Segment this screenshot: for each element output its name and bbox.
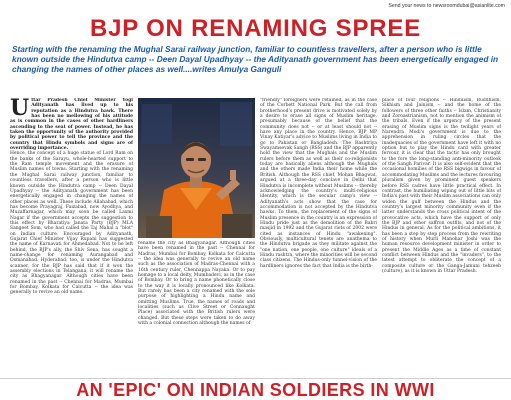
article-photo bbox=[138, 98, 255, 238]
section-divider bbox=[0, 378, 511, 379]
send-news-text[interactable]: Send your news to newsroomdubai@asianlite.com bbox=[388, 3, 505, 9]
article-lede: ttar Pradesh Chief Minister Yogi Adityanath has lived up to his reputation as a Hindutva hawk. There has been no mellowing of his attitude as is common in the cases of other hardliners ascending to the seat of power. Instead, he has taken the opportunity of the authority provided by political power to tell the province and the country that Hindu symbols and signs are of overriding importance. bbox=[10, 98, 133, 152]
article-body bbox=[10, 98, 501, 374]
page-title: BJP ON RENAMING SPREE bbox=[89, 15, 422, 42]
portrait-photo-icon bbox=[138, 98, 255, 238]
column-2-text: rename the city as Bhagyanagar. Although cities have been renamed in the past -- Chennai for Madras, Mumbai for Bombay, Kolkata for Calcutta -- the idea was generally to revive an old name such as the association of Madras-Chennai with a 16th century ruler, Chennappa Nayaka. Or to pay homage to a local deity, Mumbadevi, as in the case of Bombay. Or to bring a name phonetically close to the way it is locally pronounced like Kolkata. But rarely has been a city renamed with the sole purpose of highlighting a Hindu name and omitting Muslims. True, the names of roads and localities (such as Clive Street or Connaught Place) associated with the British rulers were changed. But these steps were taken to do away with a colonial connection although the names of bbox=[138, 241, 255, 327]
column-3-text: "friendly" foreigners were retained, as in the case of the Corbett National Park. But the call from brotherhood's present drive is motivated solely by a desire to erase all signs of Muslim heritage, presumably because of the belief that the community does not -- or at least should not -- have any place in the country. Hence, BJP MP Vinay Katiyar's advice to Muslims living in India to go to Pakistan or Bangladesh. The Rashtriya Swayamsevak Sangh (RSS) and the BJP apparently hold the view that the Mughals and the Muslim rulers before them as well as their co-religionists today are basically aliens although the Mughals and the others made India their home while the British. Although the RSS chief, Mohan Bhagwat, argued at a three-day conclave in Delhi that Hindutva is incomplete without Muslims -- thereby acknowledging the country's multi-religious identity, which is the secular camp's view -- Adityanath's acts show that the case for accommodation is not accepted by the Hindutva hawks. To them, the replacement of the signs of Muslim presence in the country is an expression of Hindu pride just as the demolition of the Babri masjid in 1992 and the Gujarat riots of 2002 were cited as instances of Hindu "awakening". Obviously, multicultural tenets are anathema to the Hindutva brigade as they militate against the "one nation, one people, one culture" ideals of a Hindu rashtra, where the minorities will be second class citizens. The Hindus-only tunnel-vision of the hardliners ignores the fact that India is the birth- bbox=[260, 98, 377, 269]
standfirst: Starting with the renaming the Mughal Sarai railway junction, familiar to countless travellers, after a person who is little known outside the Hindutva camp -- Deen Dayal Upadhyay -- the Adityanath government has been energetically engaged in changing the names of other places as well....writes Amulya Ganguli bbox=[12, 44, 499, 75]
column-1-text: Hence, the concept of a huge statue of Lord Ram on the banks of the Sarayu, whole-hearted support to the Ram temple movement and the erasure of Muslim names of towns. Starting with the renaming the Mughal Sarai railway junction, familiar to countless travellers, after a person who is little known outside the Hindutva camp -- Deen Dayal Upadhyay -- the Adityanath government has been energetically engaged in changing the names of other places as well. These include Allahabad, which has become Prayagraj, Faizabad, now Ayodhya, and Muzaffarnagar, which may soon be called Laxmi Nagar if the government accepts the suggestion to this effect by Bharatiya Janata Party (BJP) MLA Sangeet Som, who had called the Taj Mahal a "blot" on Indian culture. Encouraged by Adityanath, Gujarat Chief Minister Vijay Rupani has suggested the name of Karnavati for Ahmedabad. Not to be left behind, the BJP's ally, the Shiv Sena, has sought a name-change for renaming Aurangabad and Osmanabad. Hyderabad, too, is under the Hindutva scanner, for the BJP has said that if it won the assembly elections in Telangana, it will rename the city as Bhagyanagar. Although cities have been renamed in the past -- Chennai for Madras, Mumbai for Bombay, Kolkata for Calcutta -- the idea was generally to revive an old name. bbox=[10, 151, 133, 296]
top-bar bbox=[0, 0, 511, 13]
column-4-text: place of four religions -- Hinduism, Buddhism, Sikhism and Jainism -- and the home of the followers of three other faiths -- Islam, Christianity and Zoroastrianism, not to mention the animism of the tribals. Even if the urgency of the present erasing of Muslim signs is the twilight years of Narendra Modi's government is due to the apprehension in ruling circles that the inadequacies of the government have left it with no option but to play the Hindu card with greater fervour, it is clear that the tactic has only brought to the fore the long-standing anti-minority outlook of the Sangh Parivar. It is also self-evident that the occasional homilies of the RSS bigwigs in favour of accommodating Muslims and the lectures favouring pluralism given by prominent guest speakers before RSS cadres have little practical effect. In contrast, the humiliating wiping out of little bits of India's past with their Muslim associations can only widen the gulf between the Hindus and the country's largest minority community even if the latter understands the cross political intent of the provocative acts, which have the support of only the BJP and other saffron outfits, and not of the Hindus in general. As for the political ambitions, it has been a step by step process from the rewriting of history when Murli Manohar Joshi was the human resource development minister in order to present the Middle Ages as a time of constant conflict between Hindus and the "invaders", to the latest attempt to obliterate the concept of a composite culture or the Ganga-Jamuni tehzeeb (culture), as it is known in Uttar Pradesh. bbox=[382, 98, 501, 274]
next-article-headline[interactable]: AN 'EPIC' ON INDIAN SOLDIERS IN WWI bbox=[76, 380, 435, 400]
dropcap: U bbox=[10, 98, 30, 121]
article-column-1 bbox=[10, 98, 133, 374]
